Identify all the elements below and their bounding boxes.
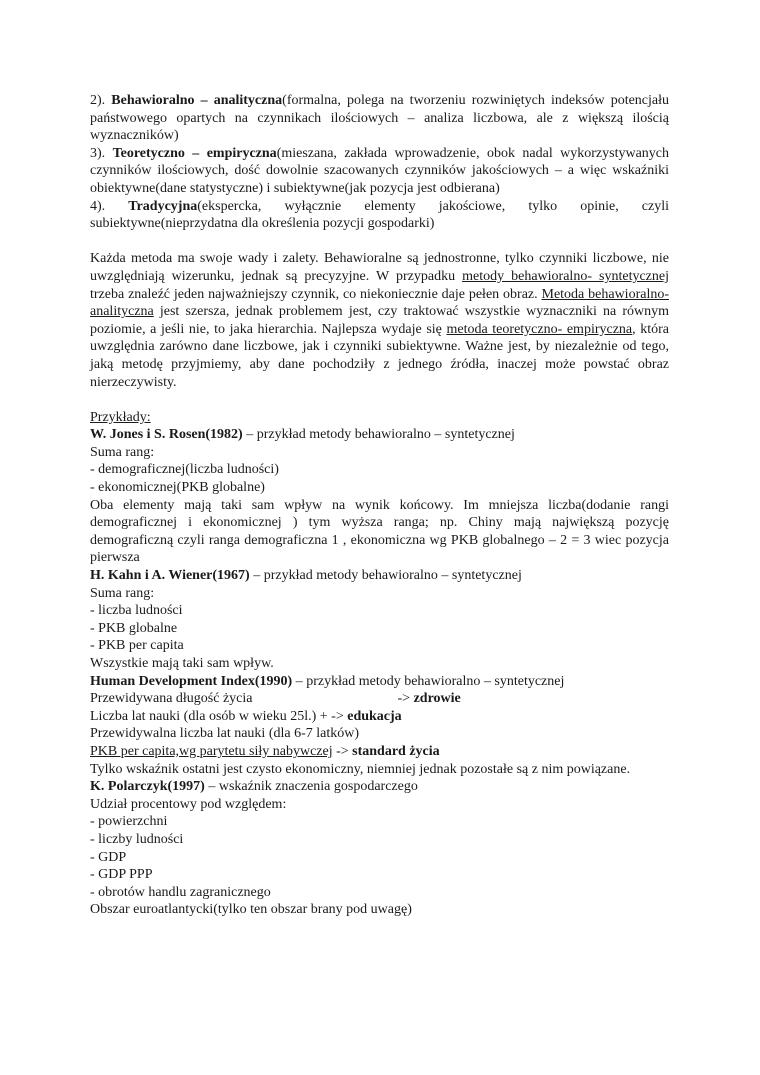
example-line: - ekonomicznej(PKB globalne) — [90, 480, 265, 496]
example-title-jones: W. Jones i S. Rosen(1982) – przykład metody behawioralno – syntetycznej — [90, 427, 515, 443]
example-title-polarczyk: K. Polarczyk(1997) – wskaźnik znaczenia gospodarczego — [90, 779, 418, 795]
example-line: Suma rang: — [90, 444, 155, 460]
example-line: - liczby ludności — [90, 831, 184, 847]
example-line: Suma rang: — [90, 585, 155, 601]
method-description: (ekspercka, wyłącznie elementy jakościowe, tylko opinie, czyli subiektywne(nieprzydatna dla określenia pozycji gospodarki) — [90, 198, 669, 232]
example-line: - demograficznej(liczba ludności) — [90, 462, 279, 478]
hdi-row-education: Liczba lat nauki (dla osób w wieku 25l.) + -> edukacja — [90, 708, 402, 724]
summary-paragraph — [90, 250, 669, 391]
example-line: - GDP — [90, 849, 127, 865]
example-line: Obszar euroatlantycki(tylko ten obszar brany pod uwagę) — [90, 902, 412, 918]
method-number: 2). — [90, 93, 106, 108]
example-paragraph: Oba elementy mają taki sam wpływ na wynik końcowy. Im mniejsza liczba(dodanie rangi demograficznej i ekonomicznej ) tym wyższa ranga; np. Chiny mają największą pozycję demograficzną czyli ranga demograficzna 1 , ekonomiczna wg PKB globalnego – 2 = 3 wiec pozycja pierwsza — [90, 497, 669, 566]
method-name: Behawioralno – analityczna — [111, 93, 283, 108]
method-number: 3). — [90, 145, 106, 161]
summary-text: trzeba znaleźć jeden najważniejszy czynnik, co niekoniecznie daje pełen obraz. — [90, 286, 542, 302]
method-item-4 — [90, 198, 669, 233]
example-line: Udział procentowy pod względem: — [90, 796, 287, 812]
summary-underlined: Metoda behawioralno- analityczna — [90, 286, 669, 320]
hdi-row-health: Przewidywana długość życia -> zdrowie — [90, 691, 461, 707]
summary-text: Każda metoda ma swoje wady i zalety. Behawioralne są jednostronne, tylko czynniki liczbowe, nie uwzględniają wizerunku, jednak są precyzyjne. W przypadku — [90, 251, 669, 284]
example-line: - liczba ludności — [90, 603, 183, 619]
document-page — [90, 92, 669, 919]
example-paragraph: Tylko wskaźnik ostatni jest czysto ekonomiczny, niemniej jednak pozostałe są z nim powiązane. — [90, 761, 631, 777]
example-title-hdi: Human Development Index(1990) – przykład metody behawioralno – syntetycznej — [90, 673, 565, 689]
hdi-row-living: PKB per capita,wg parytetu siły nabywczej -> standard życia — [90, 743, 440, 759]
hdi-row-years: Przewidywalna liczba lat nauki (dla 6-7 latków) — [90, 726, 360, 742]
method-item-3 — [90, 145, 669, 198]
summary-text: , która uwzględnia zarówno dane liczbowe, jak i czynniki subiektywne. Ważne jest, by niezależnie od tego, jaką metodę przyjmiemy, aby dane pochodziły z jednego źródła, inaczej może powstać obraz nierzeczywisty. — [90, 321, 670, 390]
method-name: Tradycyjna — [128, 198, 198, 214]
summary-text: jest szersza, jednak problemem jest, czy traktować wszystkie wyznaczniki na równym poziomie, a jeśli nie, to jaka hierarchia. Najlepsza wydaje się — [90, 304, 669, 337]
summary-underlined: metody behawioralno- syntetycznej — [462, 268, 669, 284]
example-line: Wszystkie mają taki sam wpływ. — [90, 656, 274, 671]
summary-underlined: metoda teoretyczno- empiryczna — [446, 321, 633, 337]
examples-heading: Przykłady: — [90, 409, 151, 425]
example-line: - obrotów handlu zagranicznego — [90, 884, 271, 900]
spacer — [90, 391, 669, 409]
example-line: - PKB globalne — [90, 620, 178, 636]
example-line: - GDP PPP — [90, 867, 153, 883]
method-number: 4). — [90, 198, 106, 214]
method-description: (mieszana, zakłada wprowadzenie, obok nadal wykorzystywanych czynników ilościowych, dość dowolnie szacowanych czynników jakościowych – a więc wskaźniki obiektywne(dane statystyczne) i subiektywne(jak pozycja jest odbierana) — [90, 145, 669, 196]
method-item-2 — [90, 92, 669, 145]
method-name: Teoretyczno – empiryczna — [112, 145, 277, 161]
method-description: (formalna, polega na tworzeniu rozwiniętych indeksów potencjału państwowego opartych na czynnikach ilościowych – analiza liczbowa, ale z większą ilością wyznaczników) — [90, 93, 670, 144]
example-line: - powierzchni — [90, 814, 168, 830]
example-title-kahn: H. Kahn i A. Wiener(1967) – przykład metody behawioralno – syntetycznej — [90, 568, 522, 584]
spacer — [90, 233, 669, 251]
example-line: - PKB per capita — [90, 638, 184, 654]
